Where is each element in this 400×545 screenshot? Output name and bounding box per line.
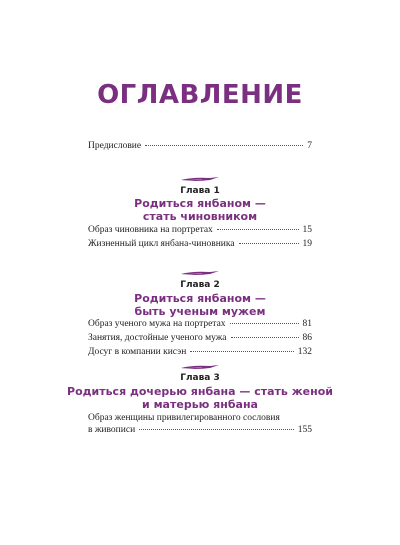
toc-page-number: 132 xyxy=(297,347,312,357)
toc-entry-label: Образ чиновника на портретах xyxy=(88,225,213,235)
toc-entry[interactable] xyxy=(88,238,312,250)
toc-entry[interactable] xyxy=(88,346,312,358)
toc-entry-label: Досуг в компании кисэн xyxy=(88,347,187,357)
toc-page-number: 81 xyxy=(302,319,312,329)
chapter-title-line2: и матерью янбана xyxy=(142,398,258,411)
toc-entry-label: Предисловие xyxy=(88,141,142,151)
toc-entry[interactable] xyxy=(88,332,312,344)
chapter-title-line1: Родиться янбаном — xyxy=(134,197,266,210)
toc-entry-label: Занятия, достойные ученого мужа xyxy=(88,333,227,343)
dot-leader xyxy=(190,351,293,352)
toc-page-number: 86 xyxy=(302,333,312,343)
dot-leader xyxy=(231,337,299,338)
toc-page-number: 15 xyxy=(302,225,312,235)
toc-entry[interactable] xyxy=(88,412,312,436)
toc-page-number: 19 xyxy=(302,239,312,249)
toc-entry[interactable] xyxy=(88,318,312,330)
chapter-label: Глава 3 xyxy=(180,373,220,383)
toc-entry-label-line2: в живописи xyxy=(88,425,136,435)
chapter-label: Глава 1 xyxy=(180,186,220,196)
brush-stroke-icon xyxy=(180,363,220,371)
dot-leader xyxy=(139,429,294,430)
brush-stroke-icon xyxy=(180,175,220,183)
page-title: ОГЛАВЛЕНИЕ xyxy=(97,80,303,110)
toc-entry-label: Образ ученого мужа на портретах xyxy=(88,319,226,329)
toc-page-number: 7 xyxy=(307,141,312,151)
dot-leader xyxy=(239,243,299,244)
chapter-title-line1: Родиться янбаном — xyxy=(134,292,266,305)
toc-page-number: 155 xyxy=(297,425,312,435)
chapter-label: Глава 2 xyxy=(180,280,220,290)
chapter-title-line1: Родиться дочерью янбана — стать женой xyxy=(67,385,333,398)
toc-entry-label-line1: Образ женщины привилегированного сословия xyxy=(88,413,280,423)
toc-entry[interactable] xyxy=(88,224,312,236)
toc-entry-preface[interactable] xyxy=(88,140,312,152)
chapter-title-line2: стать чиновником xyxy=(142,210,258,223)
dot-leader xyxy=(230,323,299,324)
brush-stroke-icon xyxy=(180,269,220,277)
dot-leader xyxy=(145,145,303,146)
chapter-title-line2: быть ученым мужем xyxy=(134,305,266,318)
dot-leader xyxy=(217,229,299,230)
toc-entry-label: Жизненный цикл янбана-чиновника xyxy=(88,239,235,249)
